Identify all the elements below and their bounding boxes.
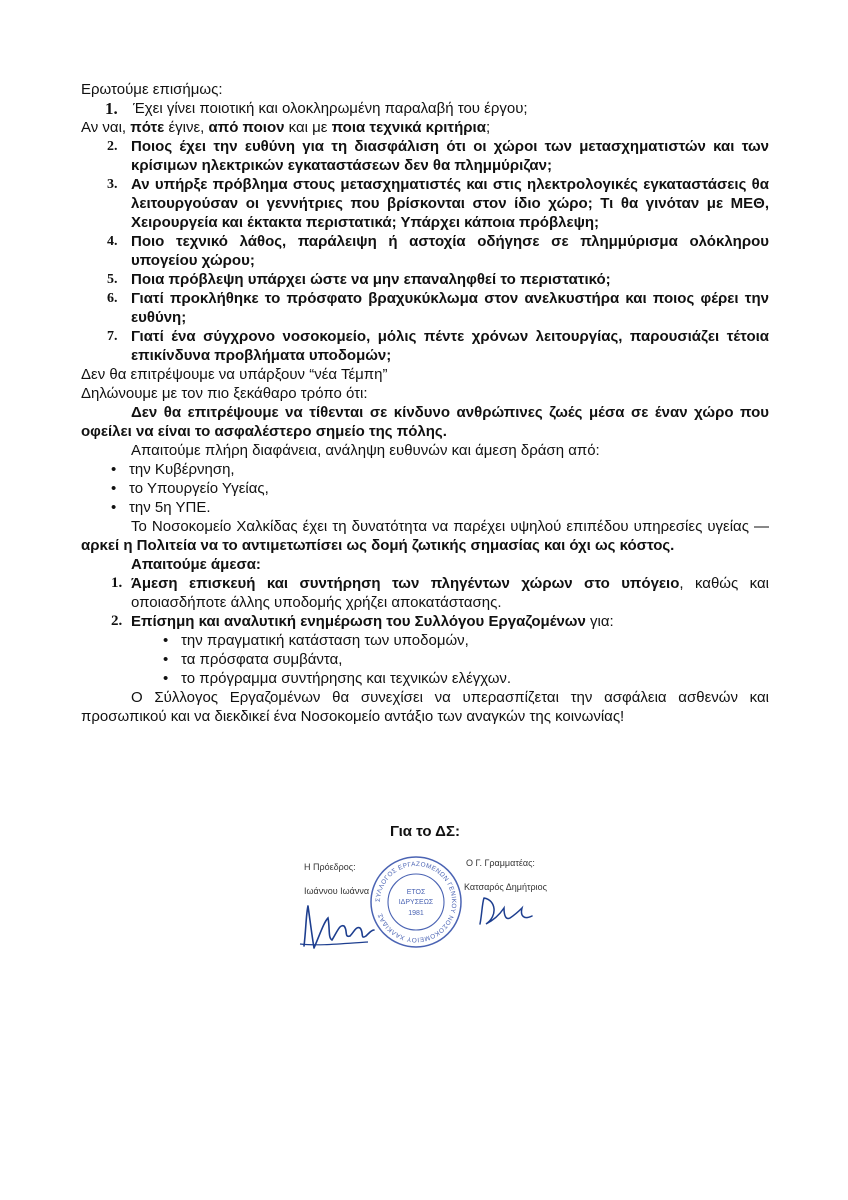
letter-body: [81, 80, 769, 840]
list-item: • τα πρόσφατα συμβάντα,: [163, 651, 343, 668]
list-item: • το Υπουργείο Υγείας,: [111, 480, 269, 497]
signoff-heading: Για το ΔΣ:: [390, 823, 460, 840]
closing-paragraph: Ο Σύλλογος Εργαζομένων θα συνεχίσει να υπερασπίζεται την ασφάλεια ασθενών και προσωπικού και να διεκδικεί ένα Νοσοκομείο αντάξιο των αναγκών της κοινωνίας!: [81, 689, 769, 725]
secretary-title: Ο Γ. Γραμματέας:: [466, 858, 535, 868]
stamp-year: 1981: [408, 910, 424, 917]
info-items-list: [81, 631, 769, 688]
followup-line: Αν ναι, πότε έγινε, από ποιον και με ποια τεχνικά κριτήρια;: [81, 119, 491, 136]
question-item: 5. Ποια πρόβλεψη υπάρχει ώστε να μην επαναληφθεί το περιστατικό;: [107, 271, 611, 288]
capability-paragraph: Το Νοσοκομείο Χαλκίδας έχει τη δυνατότητα να παρέχει υψηλού επιπέδου υπηρεσίες υγείας — αρκεί η Πολιτεία να το αντιμετωπίσει ως δομή ζωτικής σημασίας και όχι ως κόστος.: [81, 518, 769, 554]
declare-bold-paragraph: Δεν θα επιτρέψουμε να τίθενται σε κίνδυνο ανθρώπινες ζωές μέσα σε έναν χώρο που οφείλει να είναι το ασφαλέστερο σημείο της πόλης.: [81, 404, 769, 440]
signature-block: [268, 848, 588, 958]
demands-list: [81, 574, 769, 631]
question-list: [81, 99, 769, 118]
list-item: • την Κυβέρνηση,: [111, 461, 235, 478]
president-name: Ιωάννου Ιωάννα: [304, 886, 370, 896]
question-item: 6. Γιατί προκλήθηκε το πρόσφατο βραχυκύκλωμα στον ανελκυστήρα και ποιος φέρει την ευθύνη;: [107, 290, 769, 326]
declare-line: Δηλώνουμε με τον πιο ξεκάθαρο τρόπο ότι:: [81, 385, 368, 402]
question-item: 3. Αν υπήρξε πρόβλημα στους μετασχηματιστές και στις ηλεκτρολογικές εγκαταστάσεις θα λειτουργούσαν οι γεννήτριες που βρίσκονται στον ίδιο χώρο; Τι θα γινόταν με ΜΕΘ, Χειρουργεία και έκτακτα περιστατικά; Υπάρχει κάποια πρόβλεψη;: [107, 176, 769, 231]
stamp-line1: ΕΤΟΣ: [406, 889, 426, 896]
president-title: Η Πρόεδρος:: [304, 862, 356, 872]
secretary-signature: [474, 894, 544, 930]
question-number: 1.: [105, 99, 118, 118]
demand-item: 2. Επίσημη και αναλυτική ενημέρωση του Συλλόγου Εργαζομένων για:: [111, 613, 614, 630]
question-item: 2. Ποιος έχει την ευθύνη για τη διασφάλιση ότι οι χώροι των μετασχηματιστών και των κρίσιμων ηλεκτρικών εγκαταστάσεων δεν θα πλημμύριζαν;: [107, 138, 769, 174]
question-list-continued: [81, 137, 769, 365]
question-item: [81, 99, 769, 118]
transparency-demand: Απαιτούμε πλήρη διαφάνεια, ανάληψη ευθυνών και άμεση δράση από:: [131, 442, 600, 459]
list-item: • το πρόγραμμα συντήρησης και τεχνικών ελέγχων.: [163, 670, 512, 687]
authorities-list: [81, 460, 769, 517]
demand-now-heading: Απαιτούμε άμεσα:: [131, 556, 261, 573]
stamp-line2: ΙΔΡΥΣΕΩΣ: [398, 899, 434, 906]
union-stamp: [368, 854, 464, 950]
tempi-line: Δεν θα επιτρέψουμε να υπάρξουν “νέα Τέμπη”: [81, 366, 388, 383]
list-item: • την πραγματική κατάσταση των υποδομών,: [163, 632, 469, 649]
question-item: 4. Ποιο τεχνικό λάθος, παράλειψη ή αστοχία οδήγησε σε πλημμύρισμα ολόκληρου υπογείου χώρου;: [107, 233, 769, 269]
stamp-ring-text: ΣΥΛΛΟΓΟΣ ΕΡΓΑΖΟΜΕΝΩΝ ΓΕΝΙΚΟΥ ΝΟΣΟΚΟΜΕΙΟΥ ΧΑΛΚΙΔΑΣ: [374, 860, 458, 944]
demand-item: 1. Άμεση επισκευή και συντήρηση των πληγέντων χώρων στο υπόγειο, καθώς και οποιασδήποτε άλλης υποδομής χρήζει αποκατάστασης.: [111, 575, 769, 611]
president-signature: [298, 900, 378, 952]
secretary-name: Κατσαρός Δημήτριος: [464, 882, 547, 892]
list-item: • την 5η ΥΠΕ.: [111, 499, 211, 516]
question-item: 7. Γιατί ένα σύγχρονο νοσοκομείο, μόλις πέντε χρόνων λειτουργίας, παρουσιάζει τέτοια επικίνδυνα προβλήματα υποδομών;: [107, 328, 769, 364]
intro-line: Ερωτούμε επισήμως:: [81, 81, 223, 98]
question-text: Έχει γίνει ποιοτική και ολοκληρωμένη παραλαβή του έργου;: [133, 100, 528, 117]
